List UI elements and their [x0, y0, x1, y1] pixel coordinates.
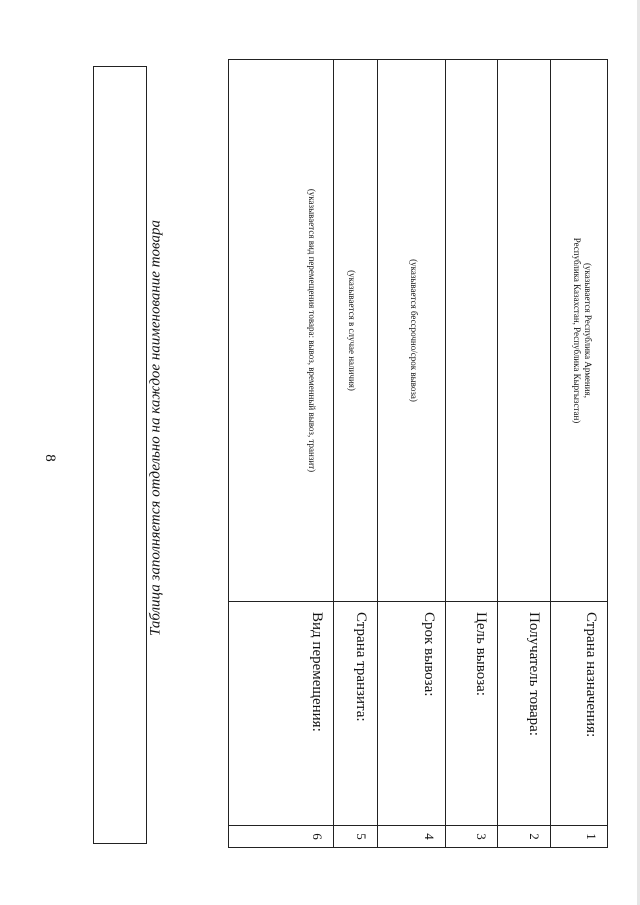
- row-number: 4: [378, 825, 445, 847]
- row-note: [306, 60, 317, 601]
- row-value-destination-country[interactable]: [551, 60, 607, 601]
- table-row: [497, 60, 550, 847]
- table-row: [550, 60, 607, 847]
- note-line: Республика Казахстан, Республика Кыргызстан): [572, 237, 582, 424]
- row-number: 3: [446, 825, 497, 847]
- row-label-export-purpose: Цель вывоза:: [446, 601, 497, 825]
- note-line: (указывается Республика Армения,: [583, 263, 593, 398]
- page-number: 8: [42, 454, 58, 462]
- goods-table: [228, 59, 608, 848]
- table-caption: Таблица заполняется отдельно на каждое наименование товара: [147, 220, 164, 636]
- row-number: 2: [498, 825, 550, 847]
- row-label-export-term: Срок вывоза:: [378, 601, 445, 825]
- row-number: 1: [551, 825, 607, 847]
- row-number: 6: [229, 825, 333, 847]
- table-row: [445, 60, 497, 847]
- row-value-transit-country[interactable]: [334, 60, 377, 601]
- row-value-recipient[interactable]: [498, 60, 550, 601]
- row-label-transit-country: Страна транзита:: [334, 601, 377, 825]
- row-value-export-purpose[interactable]: [446, 60, 497, 601]
- note-line: (указывается вид перемещения товара: вывоз, временный вывоз, транзит): [307, 188, 317, 473]
- row-number: 5: [334, 825, 377, 847]
- empty-header-box: [93, 66, 147, 844]
- table-row: [229, 60, 333, 847]
- note-line: (указывается в случае наличия): [347, 270, 357, 391]
- row-note: [408, 60, 419, 601]
- row-value-movement-type[interactable]: [229, 60, 333, 601]
- note-line: (указывается бессрочно/срок вывоза): [409, 259, 419, 402]
- row-label-movement-type: Вид перемещения:: [229, 601, 333, 825]
- row-label-recipient: Получатель товара:: [498, 601, 550, 825]
- row-value-export-term[interactable]: [378, 60, 445, 601]
- table-row: [377, 60, 445, 847]
- row-note: [571, 60, 593, 601]
- table-row: [333, 60, 377, 847]
- row-label-destination-country: Страна назначения:: [551, 601, 607, 825]
- row-note: [346, 60, 357, 601]
